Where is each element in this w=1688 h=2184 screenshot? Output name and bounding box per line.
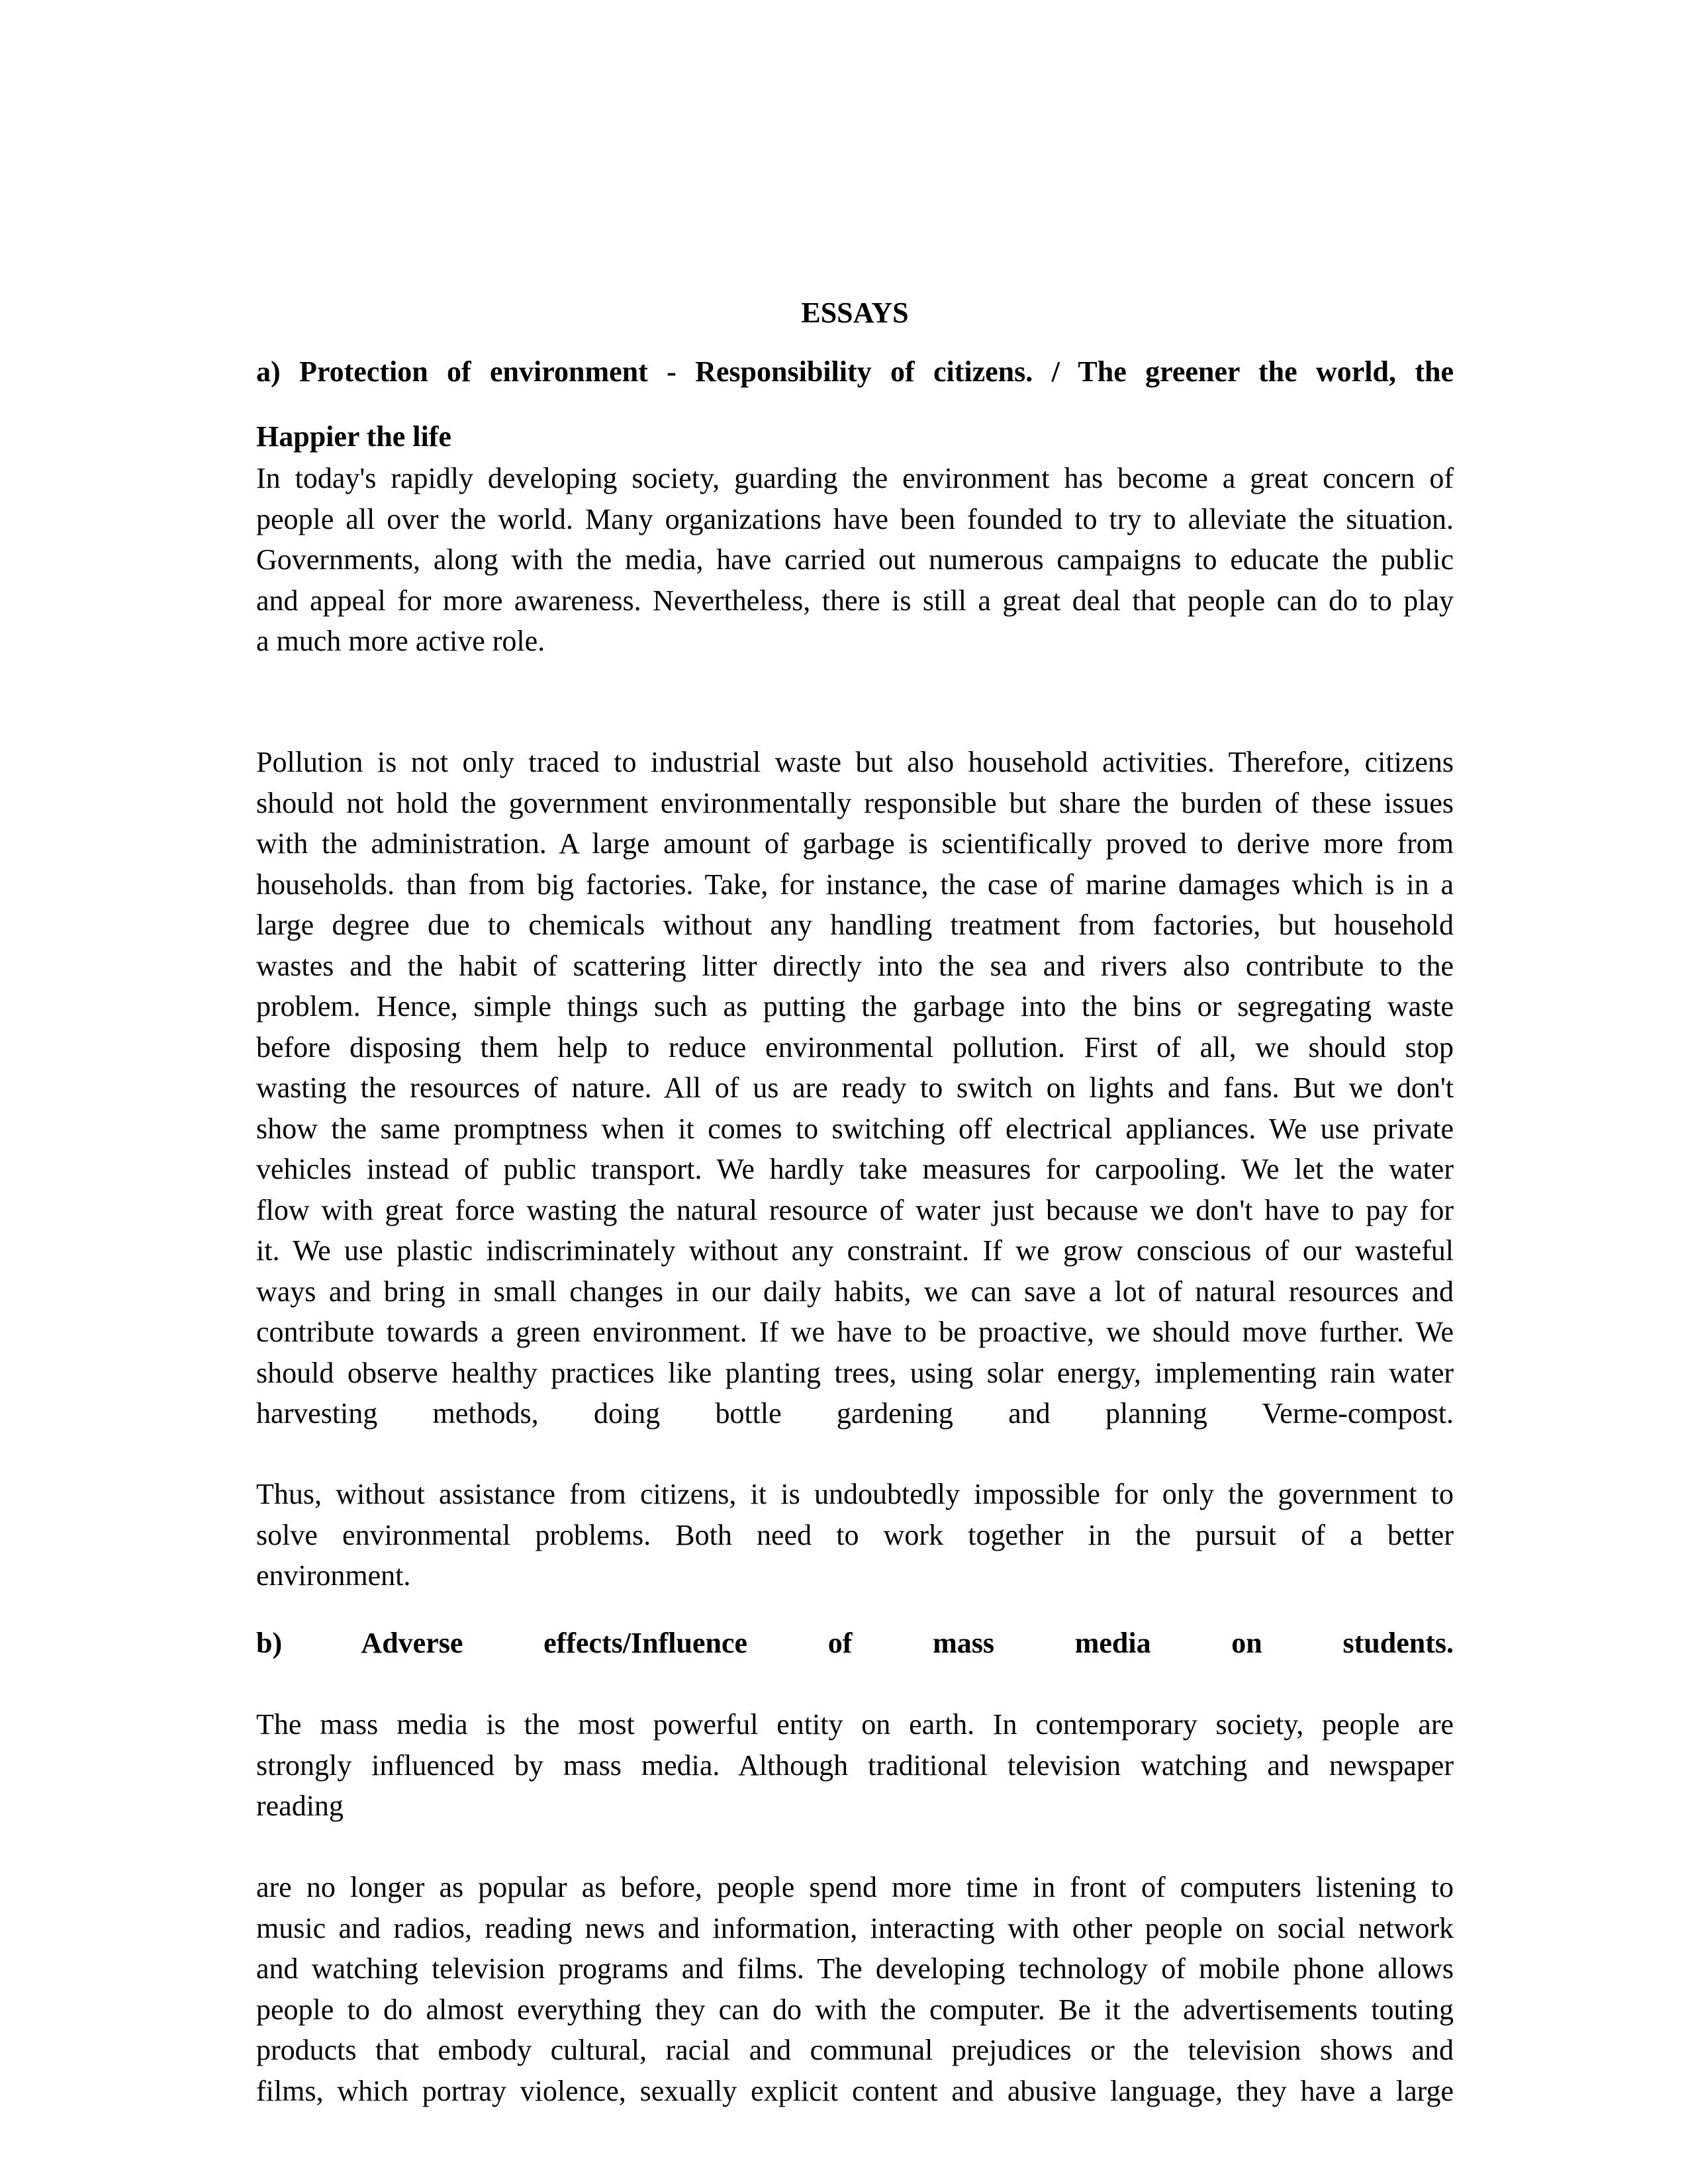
essay-b-paragraph-2 bbox=[256, 1867, 1454, 2111]
text-line: solve environmental problems. Both need to work together in the pursuit of a better bbox=[256, 1518, 1454, 1551]
essay-b-paragraph-1 bbox=[256, 1704, 1454, 1827]
text-line: environment. bbox=[256, 1559, 411, 1592]
text-line: In today's rapidly developing society, guarding the environment has become a great concern of bbox=[256, 462, 1454, 494]
text-line: contribute towards a green environment. If we have to be proactive, we should move further. We bbox=[256, 1316, 1454, 1348]
text-line: harvesting methods, doing bottle gardening and planning Verme-compost. bbox=[256, 1397, 1454, 1430]
text-line: large degree due to chemicals without any handling treatment from factories, but household bbox=[256, 909, 1454, 941]
text-line: Happier the life bbox=[256, 420, 451, 453]
text-line: reading bbox=[256, 1790, 344, 1822]
text-line: problem. Hence, simple things such as putting the garbage into the bins or segregating waste bbox=[256, 990, 1454, 1023]
text-line: and appeal for more awareness. Nevertheless, there is still a great deal that people can do to play bbox=[256, 584, 1454, 617]
text-line: show the same promptness when it comes to switching off electrical appliances. We use private bbox=[256, 1112, 1454, 1145]
text-line: should observe healthy practices like planting trees, using solar energy, implementing rain water bbox=[256, 1356, 1454, 1389]
essay-a-paragraph-2 bbox=[256, 742, 1454, 1434]
essay-a-paragraph-3 bbox=[256, 1474, 1454, 1596]
text-line: a) Protection of environment - Responsibility of citizens. / The greener the world, the bbox=[256, 355, 1454, 388]
text-line: and watching television programs and films. The developing technology of mobile phone allows bbox=[256, 1952, 1454, 1985]
text-line: with the administration. A large amount of garbage is scientifically proved to derive more from bbox=[256, 827, 1454, 860]
text-line: are no longer as popular as before, people spend more time in front of computers listening to bbox=[256, 1871, 1454, 1903]
essay-a-paragraph-1 bbox=[256, 458, 1454, 662]
text-line: people all over the world. Many organizations have been founded to try to alleviate the situation. bbox=[256, 502, 1454, 535]
document-title bbox=[256, 293, 1454, 334]
text-line: should not hold the government environmentally responsible but share the burden of these issues bbox=[256, 786, 1454, 819]
text-line: it. We use plastic indiscriminately without any constraint. If we grow conscious of our wasteful bbox=[256, 1234, 1454, 1267]
text-line: flow with great force wasting the natural resource of water just because we don't have to pay for bbox=[256, 1193, 1454, 1226]
text-line: a much more active role. bbox=[256, 625, 545, 657]
text-line: ways and bring in small changes in our daily habits, we can save a lot of natural resources and bbox=[256, 1275, 1454, 1308]
text-line: strongly influenced by mass media. Although traditional television watching and newspaper bbox=[256, 1749, 1454, 1782]
text-line: before disposing them help to reduce environmental pollution. First of all, we should stop bbox=[256, 1030, 1454, 1064]
title-text: ESSAYS bbox=[801, 296, 909, 329]
text-line: vehicles instead of public transport. We hardly take measures for carpooling. We let the water bbox=[256, 1153, 1454, 1185]
text-line: music and radios, reading news and information, interacting with other people on social network bbox=[256, 1911, 1454, 1944]
text-line: Pollution is not only traced to industrial waste but also household activities. Therefore, citizens bbox=[256, 746, 1454, 778]
text-line: Thus, without assistance from citizens, it is undoubtedly impossible for only the government to bbox=[256, 1478, 1454, 1510]
text-line: wasting the resources of nature. All of us are ready to switch on lights and fans. But we don't bbox=[256, 1071, 1454, 1104]
text-line: Governments, along with the media, have carried out numerous campaigns to educate the public bbox=[256, 543, 1454, 576]
text-line: b) Adverse effects/Influence of mass media on students. bbox=[256, 1627, 1454, 1659]
text-line: The mass media is the most powerful entity on earth. In contemporary society, people are bbox=[256, 1708, 1454, 1741]
text-line: people to do almost everything they can do with the computer. Be it the advertisements touting bbox=[256, 1993, 1454, 2026]
essay-b-heading bbox=[256, 1623, 1454, 1664]
text-line: wastes and the habit of scattering litter directly into the sea and rivers also contribute to the bbox=[256, 949, 1454, 982]
text-line: households. than from big factories. Take, for instance, the case of marine damages which is in a bbox=[256, 868, 1454, 901]
text-line: films, which portray violence, sexually explicit content and abusive language, they have a large bbox=[256, 2074, 1454, 2107]
essay-a-heading bbox=[256, 351, 1454, 392]
text-line: products that embody cultural, racial and communal prejudices or the television shows and bbox=[256, 2034, 1454, 2066]
essay-a-heading-continued bbox=[256, 416, 1454, 457]
